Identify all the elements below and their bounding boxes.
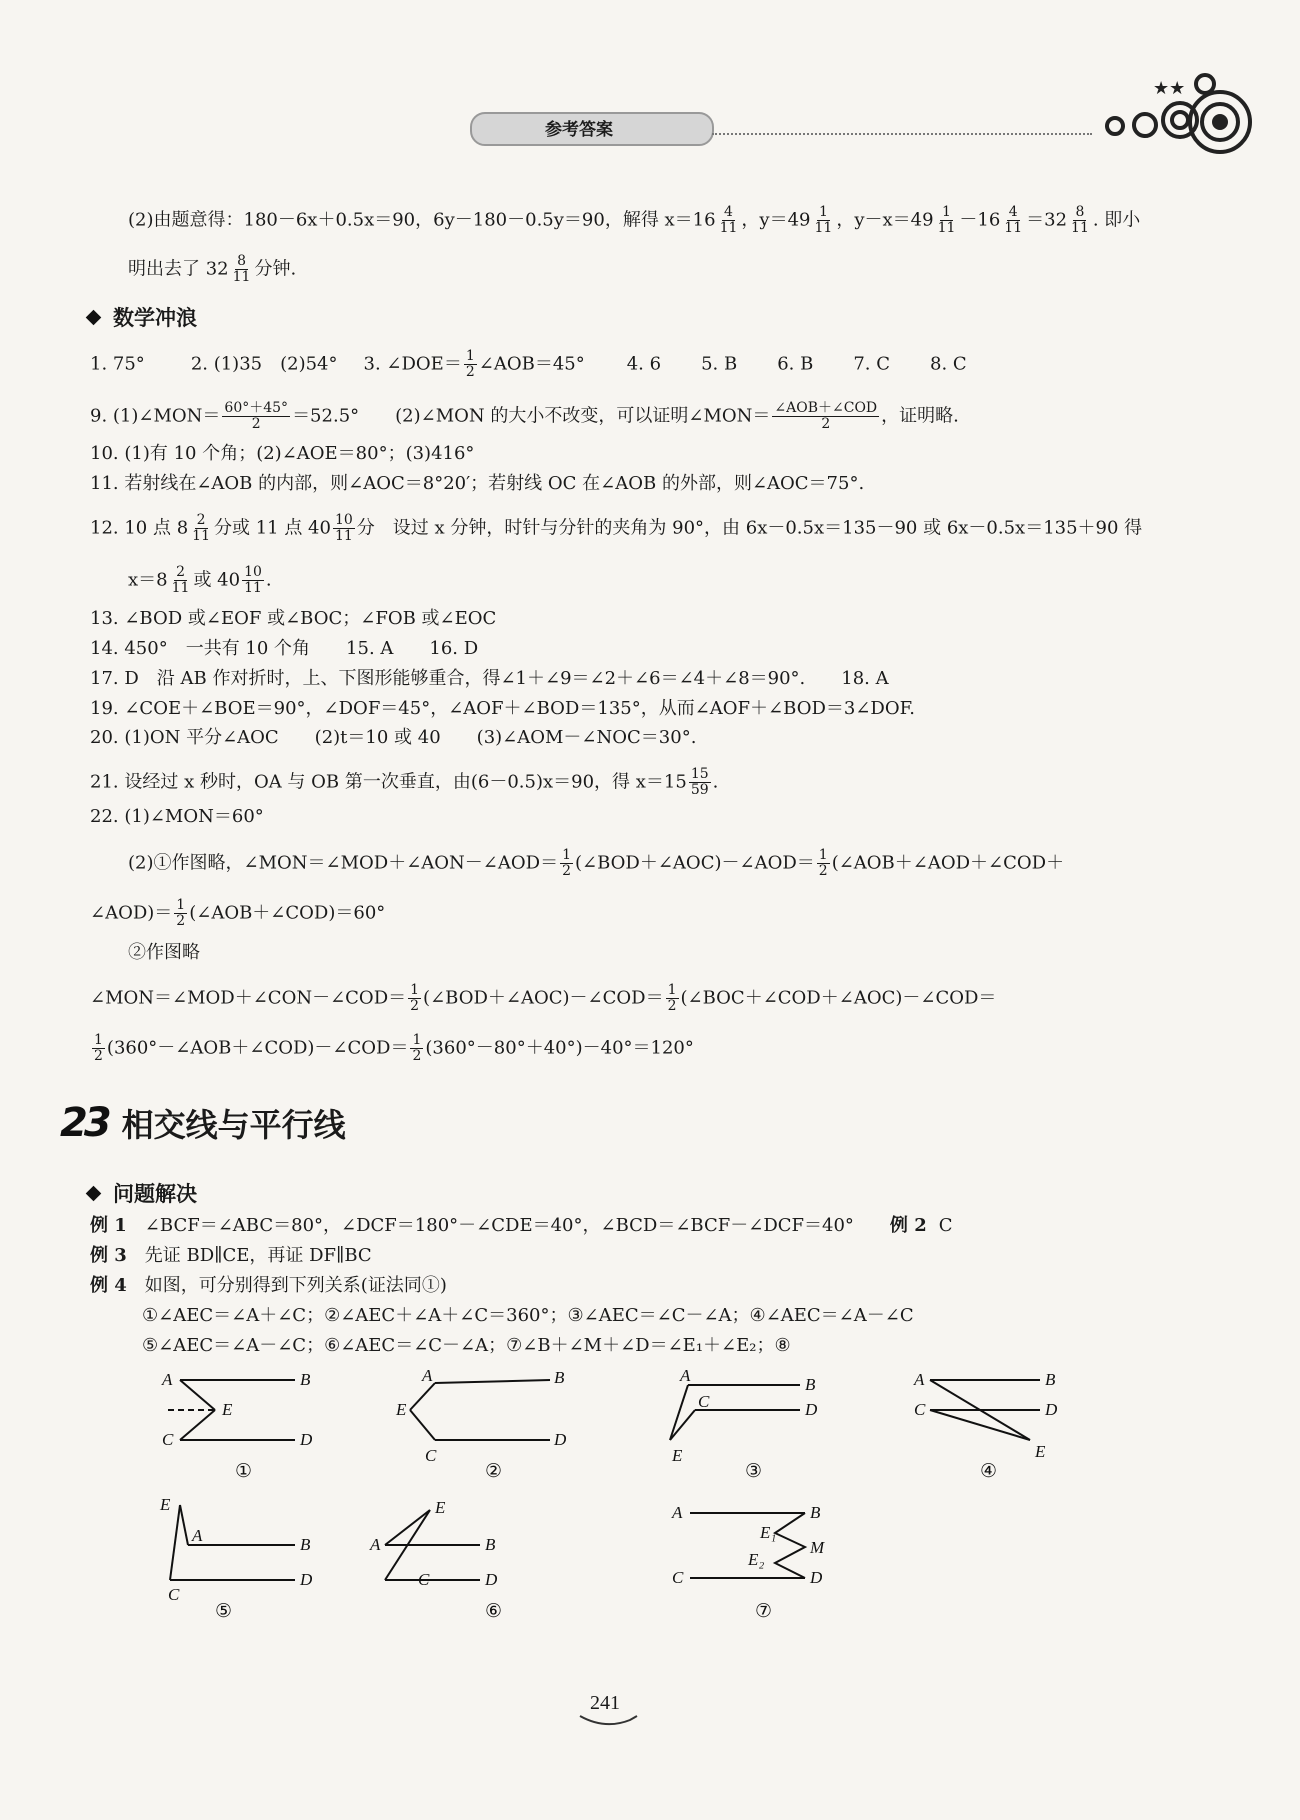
fraction-half [410, 1033, 423, 1064]
figure-caption: ⑤ [215, 1601, 233, 1622]
point-label: D [554, 1430, 567, 1449]
answer-19: 19. ∠COE＋∠BOE＝90°，∠DOF＝45°，∠AOF＋∠BOD＝135°，从而∠AOF＋∠BOD＝3∠DOF. [90, 698, 916, 719]
fraction [333, 513, 355, 544]
point-label: E [435, 1498, 446, 1517]
text: ，证明略. [881, 405, 959, 427]
numerator: 8 [1075, 204, 1085, 220]
point-label: B [300, 1535, 311, 1554]
fraction [813, 205, 835, 236]
example-1-row [90, 1213, 953, 1239]
text: ，y－x＝49 [836, 209, 934, 231]
numerator: ∠AOB＋∠COD [774, 400, 878, 416]
header-title: 参考答案 [545, 120, 613, 140]
answer-22-part2-line-1 [128, 848, 1064, 879]
point-label: A [162, 1370, 173, 1389]
page-number-swash-icon [575, 1712, 645, 1730]
numerator: 1 [412, 1032, 422, 1048]
text: (∠BOC＋∠COD＋∠AOC)－∠COD＝ [680, 987, 997, 1009]
header-dotted-rule [712, 133, 1092, 135]
denominator: 11 [334, 528, 353, 544]
point-label: B [810, 1503, 821, 1522]
fraction-half [408, 983, 421, 1014]
text: －16 [959, 209, 1001, 231]
text: ，y＝49 [741, 209, 811, 231]
numerator: 10 [334, 512, 353, 528]
point-label: E [222, 1400, 233, 1419]
text: 分 设过 x 分钟，时针与分针的夹角为 90°，由 6x－0.5x＝135－90 或 6x－0.5x＝135＋90 得 [356, 517, 1143, 539]
text: x＝8 [128, 569, 168, 591]
numerator: 4 [1008, 204, 1018, 220]
point-label: A [370, 1535, 381, 1554]
fraction [190, 513, 212, 544]
numerator: 1 [942, 204, 951, 220]
figure-caption: ⑥ [485, 1601, 503, 1622]
answer-8: 8. C [930, 353, 967, 375]
fraction [170, 565, 192, 596]
text: 分或 11 点 40 [213, 517, 331, 539]
answer-22-part2-line-3: ②作图略 [128, 942, 200, 963]
point-label: C [914, 1400, 926, 1419]
answer-6: 6. B [777, 353, 814, 375]
text: (2)①作图略，∠MON＝∠MOD＋∠AON－∠AOD＝ [128, 852, 559, 874]
example-4-relations-2: ⑤∠AEC＝∠A－∠C；⑥∠AEC＝∠C－∠A；⑦∠B＋∠M＋∠D＝∠E₁＋∠E₂；⑧ [142, 1335, 791, 1356]
answer-4: 4. 6 [626, 353, 662, 375]
numerator: 2 [176, 564, 185, 580]
text: (∠AOB＋∠AOD＋∠COD＋ [831, 852, 1065, 874]
point-label: A [672, 1503, 683, 1522]
answer-12-line-1 [90, 513, 1142, 544]
chapter-number: 23 [60, 1100, 108, 1146]
page-number: 241 [590, 1692, 620, 1714]
text: ∠AOD)＝ [90, 902, 173, 924]
point-label: E₂ [748, 1550, 765, 1569]
figure-caption: ③ [745, 1461, 763, 1482]
numerator: 60°＋45° [224, 400, 289, 416]
denominator: 11 [232, 269, 251, 285]
fraction [231, 254, 253, 285]
fraction-half [666, 983, 679, 1014]
figure-caption: ② [485, 1461, 503, 1482]
point-label: E [160, 1495, 171, 1514]
denominator: 11 [192, 528, 210, 544]
numerator: 2 [196, 512, 206, 528]
figure-2 [410, 1380, 550, 1440]
denominator: 2 [818, 863, 828, 879]
chapter-heading [60, 1100, 346, 1146]
fraction [936, 205, 958, 236]
example-4-text: 如图，可分别得到下列关系(证法同①) [144, 1275, 447, 1296]
denominator: 11 [814, 220, 833, 236]
example-4-relations-1: ①∠AEC＝∠A＋∠C；②∠AEC＋∠A＋∠C＝360°；③∠AEC＝∠C－∠A；④∠AEC＝∠A－∠C [142, 1305, 914, 1326]
point-label: A [422, 1366, 433, 1385]
text: ∠MON＝∠MOD＋∠CON－∠COD＝ [90, 987, 407, 1009]
section-heading-problem-solving [88, 1178, 197, 1208]
text: . [265, 569, 272, 591]
denominator: 11 [1004, 220, 1023, 236]
numerator: 1 [465, 348, 475, 364]
text: 12. 10 点 8 [90, 517, 189, 539]
point-label: D [805, 1400, 818, 1419]
answer-22-part2-line-4 [90, 983, 996, 1014]
denominator: 11 [937, 220, 956, 236]
point-label: M [810, 1538, 825, 1557]
denominator: 2 [410, 998, 420, 1014]
denominator: 2 [667, 998, 677, 1014]
text: (360°－80°＋40°)－40°＝120° [425, 1037, 694, 1059]
point-label: C [672, 1568, 684, 1587]
example-label: 例 4 [90, 1275, 127, 1296]
answer-13: 13. ∠BOD 或∠EOF 或∠BOC；∠FOB 或∠EOC [90, 608, 497, 629]
geometry-figures [150, 1365, 1150, 1635]
point-label: E [672, 1446, 683, 1465]
fraction [689, 767, 711, 798]
point-label: C [698, 1392, 710, 1411]
denominator: 2 [176, 913, 186, 929]
figure-4 [930, 1380, 1040, 1440]
point-label: A [914, 1370, 925, 1389]
fraction [1002, 205, 1024, 236]
answer-11: 11. 若射线在∠AOB 的内部，则∠AOC＝8°20′；若射线 OC 在∠AOB 的外部，则∠AOC＝75°. [90, 473, 865, 494]
numerator: 1 [667, 982, 677, 998]
answer-9 [90, 401, 959, 432]
point-label: D [485, 1570, 498, 1589]
fraction [1069, 205, 1091, 236]
answer-10: 10. (1)有 10 个角；(2)∠AOE＝80°；(3)416° [90, 443, 475, 464]
denominator: 2 [562, 863, 571, 879]
numerator: 1 [818, 204, 828, 220]
fraction [772, 401, 879, 432]
example-2-text: C [938, 1215, 953, 1236]
text: (∠BOD＋∠AOC)－∠AOD＝ [575, 852, 815, 874]
answer-22-part2-line-5 [90, 1033, 694, 1064]
denominator: 11 [1071, 220, 1089, 236]
section-title: 问题解决 [113, 1182, 197, 1206]
text: 明出去了 32 [128, 258, 229, 280]
answer-3: 3. ∠DOE＝ [363, 353, 462, 375]
numerator: 15 [690, 766, 709, 782]
text: 分钟. [254, 258, 297, 280]
denominator: 2 [94, 1048, 103, 1064]
text: . [712, 771, 719, 793]
point-label: A [192, 1526, 203, 1545]
point-label: B [805, 1375, 816, 1394]
point-label: E₁ [760, 1523, 777, 1542]
point-label: E [1035, 1442, 1046, 1461]
example-label: 例 2 [889, 1215, 927, 1236]
point-label: B [300, 1370, 311, 1389]
denominator: 11 [244, 580, 262, 596]
point-label: C [168, 1585, 180, 1604]
text: 或 40 [193, 569, 241, 591]
point-label: D [300, 1430, 313, 1449]
example-3-text: 先证 BD∥CE，再证 DF∥BC [144, 1245, 372, 1266]
answer-21 [90, 767, 718, 798]
text: (∠AOB＋∠COD)＝60° [189, 902, 386, 924]
numerator: 1 [94, 1032, 103, 1048]
denominator: 59 [690, 782, 709, 798]
example-label: 例 1 [90, 1215, 127, 1236]
example-4-row [90, 1273, 447, 1299]
svg-text:★★: ★★ [1153, 78, 1186, 98]
numerator: 1 [562, 847, 571, 863]
answer-14-16: 14. 450° 一共有 10 个角 15. A 16. D [90, 638, 479, 659]
answer-3-tail: ∠AOB＝45° [478, 353, 585, 375]
answer-5: 5. B [701, 353, 738, 375]
denominator: 2 [412, 1048, 422, 1064]
text: 9. (1)∠MON＝ [90, 405, 221, 427]
text: . 即小 [1092, 209, 1141, 231]
answer-20: 20. (1)ON 平分∠AOC (2)t＝10 或 40 (3)∠AOM－∠NOC＝30°. [90, 727, 697, 748]
example-3-row [90, 1243, 372, 1269]
point-label: C [162, 1430, 174, 1449]
text: (2)由题意得：180－6x＋0.5x＝90，6y－180－0.5y＝90，解得 x＝16 [128, 209, 716, 231]
figure-3 [670, 1385, 800, 1440]
intro-line-2 [128, 254, 296, 285]
point-label: C [418, 1570, 430, 1589]
chapter-title: 相交线与平行线 [121, 1106, 346, 1144]
fraction-half [92, 1033, 105, 1064]
denominator: 2 [821, 416, 831, 432]
numerator: 10 [244, 564, 262, 580]
numerator: 1 [176, 897, 186, 913]
answer-1: 1. 75° [90, 353, 145, 375]
numerator: 1 [410, 982, 420, 998]
text: (∠BOD＋∠AOC)－∠COD＝ [423, 987, 664, 1009]
numerator: 1 [818, 847, 828, 863]
figure-caption: ④ [980, 1461, 998, 1482]
text: (360°－∠AOB＋∠COD)－∠COD＝ [106, 1037, 409, 1059]
example-label: 例 3 [90, 1245, 127, 1266]
diamond-bullet-icon [86, 309, 102, 325]
answer-22-part2-line-2 [90, 898, 385, 929]
answer-17-18: 17. D 沿 AB 作对折时，上、下图形能够重合，得∠1＋∠9＝∠2＋∠6＝∠4＋∠8＝90°. 18. A [90, 668, 889, 689]
figure-caption: ① [235, 1461, 253, 1482]
example-1-text: ∠BCF＝∠ABC＝80°，∠DCF＝180°－∠CDE＝40°，∠BCD＝∠BCF－∠DCF＝40° [144, 1215, 854, 1236]
fraction-half [560, 848, 573, 879]
point-label: D [300, 1570, 313, 1589]
fraction [718, 205, 740, 236]
header-circles-decoration [1085, 70, 1260, 165]
fraction-half [174, 898, 187, 929]
point-label: E [396, 1400, 407, 1419]
section-title: 数学冲浪 [113, 306, 197, 330]
denominator: 2 [251, 416, 261, 432]
denominator: 11 [171, 580, 190, 596]
answer-22: 22. (1)∠MON＝60° [90, 806, 264, 827]
figure-caption: ⑦ [755, 1601, 773, 1622]
point-label: B [1045, 1370, 1056, 1389]
figure-6 [385, 1510, 480, 1580]
text: 21. 设经过 x 秒时，OA 与 OB 第一次垂直，由(6－0.5)x＝90，得 x＝15 [90, 771, 687, 793]
diamond-bullet-icon [86, 1185, 102, 1201]
numerator: 8 [237, 253, 247, 269]
fraction [222, 401, 290, 432]
numerator: 4 [724, 204, 733, 220]
fraction [464, 349, 477, 380]
point-label: B [554, 1368, 565, 1387]
section-heading-math-surf [88, 302, 197, 332]
fraction [242, 565, 264, 596]
figure-5 [170, 1505, 295, 1580]
text: ＝32 [1026, 209, 1068, 231]
answers-row-1-8 [90, 349, 967, 380]
point-label: A [680, 1366, 691, 1385]
denominator: 11 [719, 220, 738, 236]
denominator: 2 [465, 364, 475, 380]
point-label: B [485, 1535, 496, 1554]
answer-7: 7. C [853, 353, 891, 375]
answer-12-line-2 [128, 565, 272, 596]
point-label: D [1045, 1400, 1058, 1419]
text: ＝52.5° (2)∠MON 的大小不改变，可以证明∠MON＝ [292, 405, 771, 427]
point-label: D [810, 1568, 823, 1587]
fraction-half [817, 848, 830, 879]
intro-line-1 [128, 205, 1140, 236]
point-label: C [425, 1446, 437, 1465]
answer-2: 2. (1)35 (2)54° [190, 353, 338, 375]
